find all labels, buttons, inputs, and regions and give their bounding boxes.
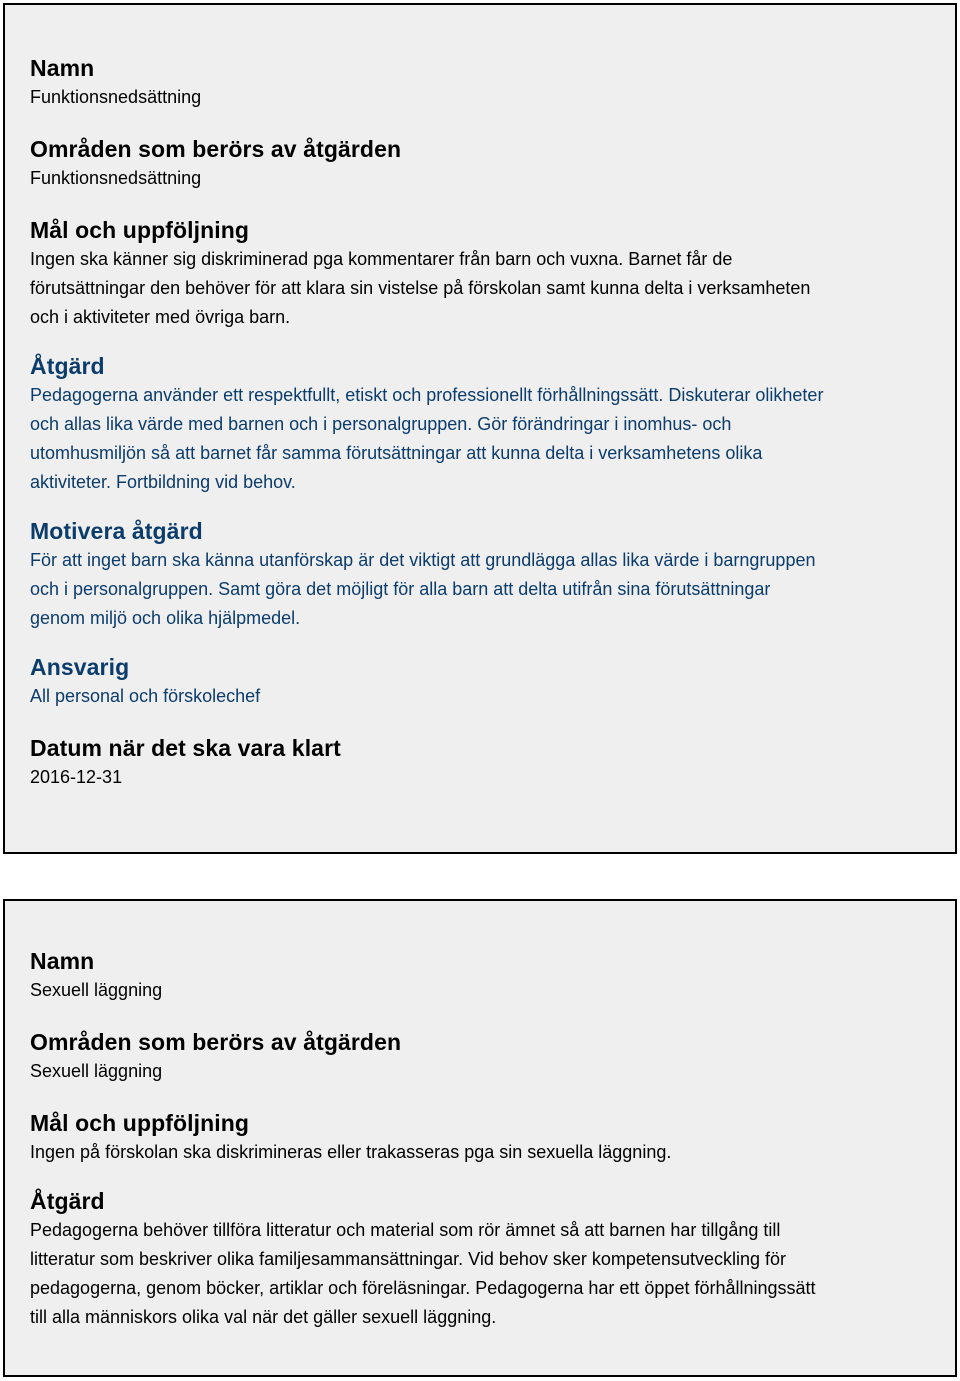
section-datum bbox=[30, 734, 930, 792]
section-heading: Datum när det ska vara klart bbox=[30, 735, 341, 761]
section-ansvarig bbox=[30, 653, 930, 711]
section-namn bbox=[30, 947, 930, 1005]
section-text: Funktionsnedsättning bbox=[30, 168, 202, 188]
section-text: Funktionsnedsättning bbox=[30, 87, 202, 107]
section-atgard bbox=[30, 1187, 930, 1332]
section-atgard bbox=[30, 352, 930, 497]
section-text: Ingen ska känner sig diskriminerad pga kommentarer från barn och vuxna. Barnet får de förutsättningar den behöver för att klara sin vistelse på förskolan samt kunna delta i verksamheten och i aktiviteter med övriga barn. bbox=[30, 249, 811, 327]
section-omraden bbox=[30, 135, 930, 193]
section-mal bbox=[30, 1109, 930, 1167]
section-heading: Mål och uppföljning bbox=[30, 217, 250, 243]
section-heading: Mål och uppföljning bbox=[30, 1110, 250, 1136]
section-heading: Namn bbox=[30, 55, 95, 81]
section-text: Sexuell läggning bbox=[30, 1061, 163, 1081]
section-heading: Namn bbox=[30, 948, 95, 974]
section-text: Ingen på förskolan ska diskrimineras eller trakasseras pga sin sexuella läggning. bbox=[30, 1142, 672, 1162]
section-omraden bbox=[30, 1028, 930, 1086]
section-text: 2016-12-31 bbox=[30, 767, 123, 787]
section-heading: Områden som berörs av åtgärden bbox=[30, 136, 402, 162]
section-text: All personal och förskolechef bbox=[30, 686, 261, 706]
section-text: Pedagogerna behöver tillföra litteratur och material som rör ämnet så att barnen har tillgång till litteratur som beskriver olika familjesammansättningar. Vid behov sker kompetensutveckling för pedagogerna, genom böcker, artiklar och föreläsningar. Pedagogerna har ett öppet förhållningssätt till alla människors olika val när det gäller sexuell läggning. bbox=[30, 1220, 816, 1327]
section-heading: Åtgärd bbox=[30, 353, 105, 379]
section-motivera bbox=[30, 517, 930, 633]
section-text: Pedagogerna använder ett respektfullt, etiskt och professionellt förhållningssätt. Diskuterar olikheter och allas lika värde med barnen och i personalgruppen. Gör förändringar i inomhus- och utomhusmiljön så att barnet får samma förutsättningar att kunna delta i verksamhetens olika aktiviteter. Fortbildning vid behov. bbox=[30, 385, 824, 492]
section-heading: Åtgärd bbox=[30, 1188, 105, 1214]
section-heading: Motivera åtgärd bbox=[30, 518, 203, 544]
plan-card-sexuell-laggning bbox=[3, 899, 957, 1377]
section-heading: Områden som berörs av åtgärden bbox=[30, 1029, 402, 1055]
section-text: För att inget barn ska känna utanförskap är det viktigt att grundlägga allas lika värde i barngruppen och i personalgruppen. Samt göra det möjligt för alla barn att delta utifrån sina förutsättningar genom miljö och olika hjälpmedel. bbox=[30, 550, 816, 628]
section-mal bbox=[30, 216, 930, 332]
section-text: Sexuell läggning bbox=[30, 980, 163, 1000]
section-namn bbox=[30, 54, 930, 112]
plan-card-funktionsnedsattning bbox=[3, 3, 957, 854]
section-heading: Ansvarig bbox=[30, 654, 130, 680]
